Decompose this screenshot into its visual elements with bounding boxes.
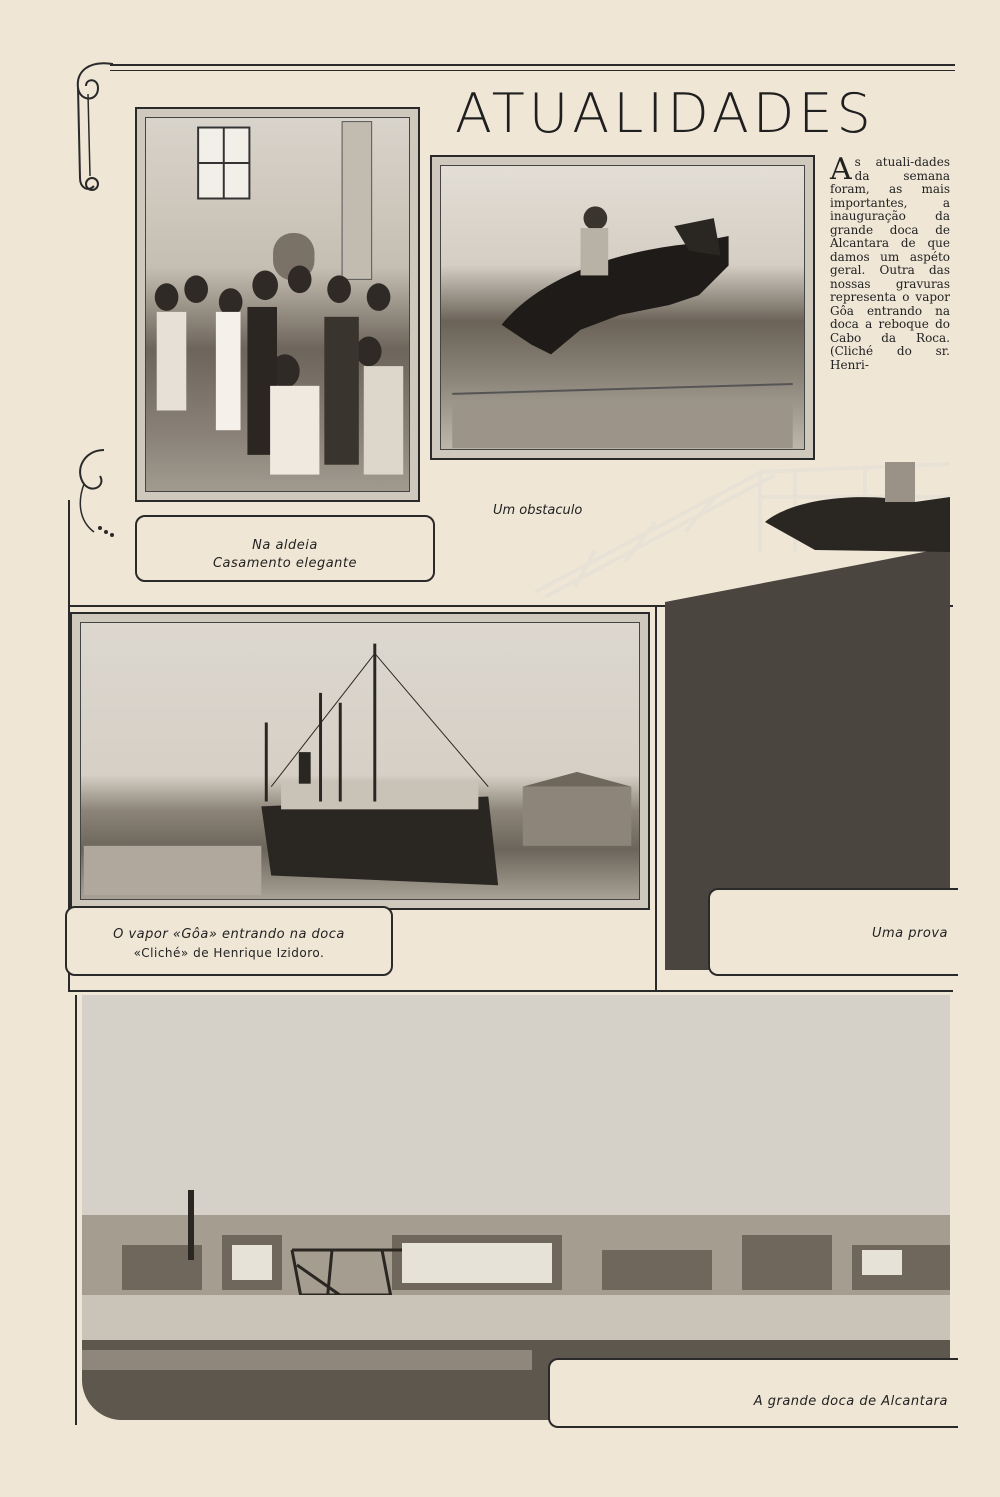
photo-dock	[82, 995, 950, 1420]
caption-ship-line2: «Cliché» de Henrique Izidoro.	[133, 946, 325, 960]
wedding-scene-illustration	[137, 109, 418, 500]
photo-ship	[70, 612, 650, 910]
photo-obstacle	[430, 155, 815, 460]
frame-top-rule	[110, 64, 955, 66]
horse-jump-illustration	[432, 157, 813, 458]
caption-ship-line1: O vapor «Gôa» entrando na doca	[113, 927, 345, 942]
caption-box-wedding	[135, 515, 435, 582]
intro-column	[830, 152, 950, 372]
photo-wedding	[135, 107, 420, 502]
frame-top-rule-inner	[110, 70, 955, 71]
caption-dock: A grande doca de Alcantara	[753, 1394, 948, 1409]
ornament-scroll-icon	[58, 58, 128, 198]
caption-box-proof	[708, 888, 958, 976]
frame-lower-rule	[68, 990, 953, 992]
caption-proof: Uma prova	[872, 926, 948, 941]
caption-box-ship	[65, 906, 393, 976]
intro-text: s atuali-dades da semana foram, as mais importantes, a inauguração da grande doca de Alcantara de que damos um aspéto geral. Outra das nossas gravuras representa o vapor Gôa entrando na doca a reboque do Cabo da Roca. (Cliché do sr. Henri-	[830, 155, 950, 372]
ship-illustration	[72, 614, 648, 908]
ornament-flourish-icon	[64, 440, 124, 550]
dock-panorama-illustration	[82, 995, 950, 1420]
caption-wedding-line1: Na aldeia	[252, 538, 318, 553]
page-title: ATUALIDADES	[455, 82, 875, 145]
caption-box-dock	[548, 1358, 958, 1428]
intro-dropcap: A	[830, 152, 852, 187]
frame-bottom-left-rule	[75, 995, 77, 1425]
caption-wedding-line2: Casamento elegante	[212, 556, 358, 571]
caption-obstacle: Um obstaculo	[493, 503, 583, 518]
